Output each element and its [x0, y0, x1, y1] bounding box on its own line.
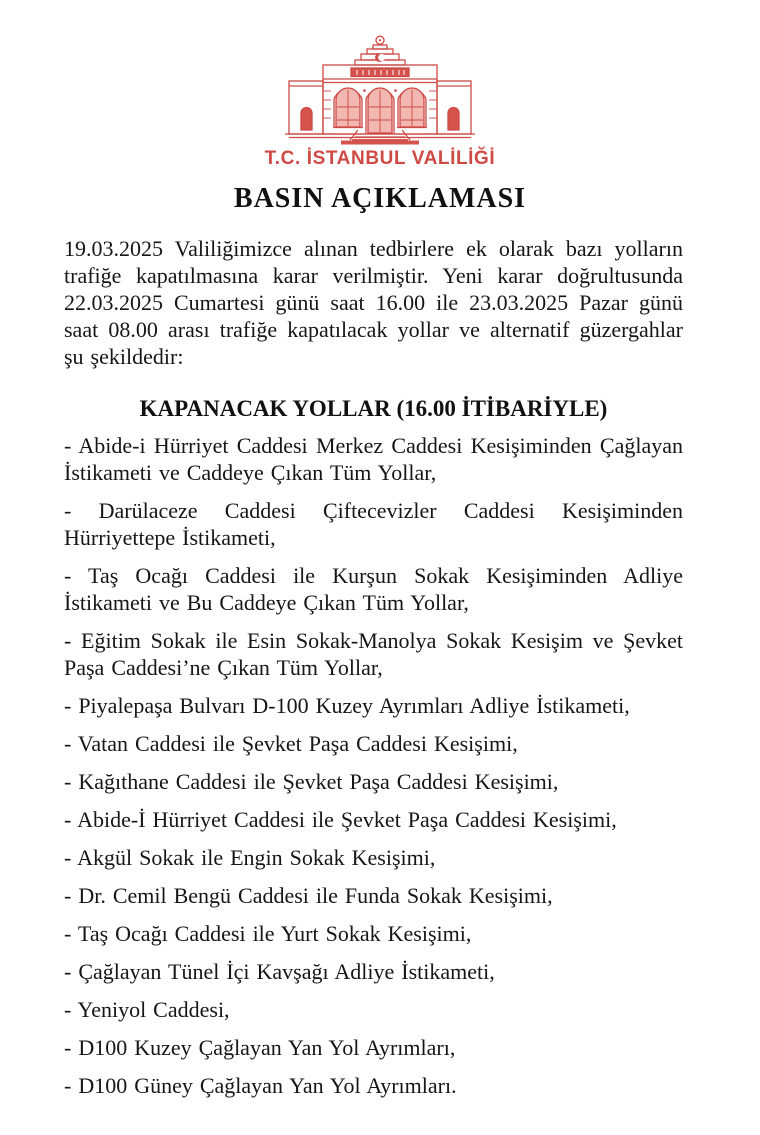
governorship-logo-container [0, 34, 760, 145]
road-list-item: - Piyalepaşa Bulvarı D-100 Kuzey Ayrımları Adliye İstikameti, [64, 693, 630, 718]
road-list-item: - Taş Ocağı Caddesi ile Yurt Sokak Kesişimi, [64, 921, 472, 946]
intro-paragraph: 19.03.2025 Valiliğimizce alınan tedbirlere ek olarak bazı yolların trafiğe kapatılmasına karar verilmiştir. Yeni karar doğrultusunda 22.03.2025 Cumartesi günü saat 16.00 ile 23.03.2025 Pazar günü saat 08.00 arası trafiğe kapatılacak yollar ve alternatif güzergahlar şu şekildedir: [64, 236, 683, 369]
page-title: BASIN AÇIKLAMASI [233, 183, 527, 214]
road-list-item: - Taş Ocağı Caddesi ile Kurşun Sokak Kesişiminden Adliye İstikameti ve Bu Caddeye Çıkan Tüm Yollar, [64, 563, 683, 615]
section-heading: KAPANACAK YOLLAR (16.00 İTİBARİYLE) [139, 396, 608, 421]
road-list-item: - D100 Kuzey Çağlayan Yan Yol Ayrımları, [64, 1035, 456, 1060]
road-list-item: - Dr. Cemil Bengü Caddesi ile Funda Sokak Kesişimi, [64, 883, 553, 908]
closed-roads-list [64, 432, 683, 1099]
governorship-building-logo-icon [285, 34, 475, 145]
road-list-item: - Çağlayan Tünel İçi Kavşağı Adliye İstikameti, [64, 959, 495, 984]
road-list-item: - Kağıthane Caddesi ile Şevket Paşa Caddesi Kesişimi, [64, 769, 559, 794]
road-list-item: - Abide-i Hürriyet Caddesi Merkez Caddesi Kesişiminden Çağlayan İstikameti ve Caddeye Çıkan Tüm Yollar, [64, 433, 683, 485]
road-list-item: - Darülaceze Caddesi Çiftecevizler Caddesi Kesişiminden Hürriyettepe İstikameti, [64, 498, 683, 550]
road-list-item: - Vatan Caddesi ile Şevket Paşa Caddesi Kesişimi, [64, 731, 518, 756]
announcement-body [0, 235, 760, 1099]
road-list-item: - Eğitim Sokak ile Esin Sokak-Manolya Sokak Kesişim ve Şevket Paşa Caddesi’ne Çıkan Tüm Yollar, [64, 628, 683, 680]
road-list-item: - Akgül Sokak ile Engin Sokak Kesişimi, [64, 845, 436, 870]
road-list-item: - Yeniyol Caddesi, [64, 997, 230, 1022]
org-name: T.C. İSTANBUL VALİLİĞİ [264, 148, 496, 169]
road-list-item: - Abide-İ Hürriyet Caddesi ile Şevket Paşa Caddesi Kesişimi, [64, 807, 617, 832]
document-header [0, 0, 760, 215]
road-list-item: - D100 Güney Çağlayan Yan Yol Ayrımları. [64, 1073, 457, 1098]
